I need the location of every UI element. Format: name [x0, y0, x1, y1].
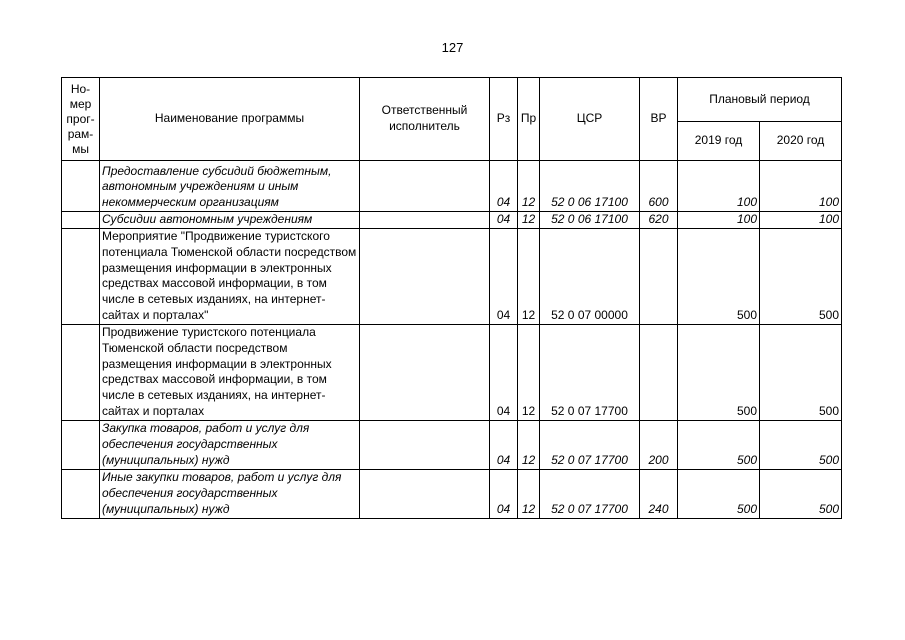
header-year-2020: 2020 год [760, 122, 842, 161]
cell-responsible [360, 161, 490, 212]
cell-responsible [360, 229, 490, 325]
cell-pr: 12 [518, 420, 540, 469]
cell-program-number [62, 324, 100, 420]
cell-csr: 52 0 07 17700 [540, 420, 640, 469]
table-row [62, 469, 842, 518]
cell-csr: 52 0 06 17100 [540, 161, 640, 212]
cell-vr: 600 [640, 161, 678, 212]
header-program-number-label: Но- мер прог- рам- мы [66, 81, 95, 156]
cell-pr: 12 [518, 212, 540, 229]
table-row [62, 420, 842, 469]
cell-2019: 500 [678, 324, 760, 420]
cell-csr: 52 0 07 00000 [540, 229, 640, 325]
cell-rz: 04 [490, 469, 518, 518]
cell-rz: 04 [490, 324, 518, 420]
cell-program-number [62, 229, 100, 325]
page-number: 127 [441, 40, 464, 55]
cell-vr: 620 [640, 212, 678, 229]
cell-2019: 500 [678, 469, 760, 518]
cell-pr: 12 [518, 324, 540, 420]
cell-2019: 100 [678, 161, 760, 212]
cell-rz: 04 [490, 229, 518, 325]
cell-vr [640, 324, 678, 420]
table-row [62, 161, 842, 212]
cell-pr: 12 [518, 469, 540, 518]
cell-responsible [360, 324, 490, 420]
cell-csr: 52 0 07 17700 [540, 469, 640, 518]
cell-program-name: Предоставление субсидий бюджетным, автономным учреждениям и иным некоммерческим организациям [100, 161, 360, 212]
cell-vr: 240 [640, 469, 678, 518]
cell-2020: 100 [760, 212, 842, 229]
cell-pr: 12 [518, 229, 540, 325]
cell-program-name: Продвижение туристского потенциала Тюменской области посредством размещения информации в электронных средствах массовой информации, в том числе в сетевых изданиях, на интернет-сайтах и порталах [100, 324, 360, 420]
table-header [62, 78, 842, 161]
cell-responsible [360, 469, 490, 518]
cell-program-number [62, 212, 100, 229]
cell-2020: 500 [760, 469, 842, 518]
cell-rz: 04 [490, 212, 518, 229]
header-program-name: Наименование программы [100, 78, 360, 161]
header-rz: Рз [490, 78, 518, 161]
header-program-number [62, 78, 100, 161]
cell-program-name: Субсидии автономным учреждениям [100, 212, 360, 229]
cell-2020: 500 [760, 420, 842, 469]
cell-responsible [360, 420, 490, 469]
cell-program-number [62, 161, 100, 212]
cell-rz: 04 [490, 420, 518, 469]
cell-csr: 52 0 07 17700 [540, 324, 640, 420]
header-csr: ЦСР [540, 78, 640, 161]
table-row [62, 229, 842, 325]
cell-vr: 200 [640, 420, 678, 469]
header-responsible: Ответственный исполнитель [360, 78, 490, 161]
cell-vr [640, 229, 678, 325]
cell-csr: 52 0 06 17100 [540, 212, 640, 229]
cell-2020: 500 [760, 229, 842, 325]
header-planned-period: Плановый период [678, 78, 842, 122]
cell-program-number [62, 469, 100, 518]
cell-2019: 500 [678, 229, 760, 325]
cell-rz: 04 [490, 161, 518, 212]
cell-pr: 12 [518, 161, 540, 212]
table-row [62, 324, 842, 420]
header-year-2019: 2019 год [678, 122, 760, 161]
cell-program-name: Закупка товаров, работ и услуг для обеспечения государственных (муниципальных) нужд [100, 420, 360, 469]
cell-2020: 100 [760, 161, 842, 212]
cell-program-name: Иные закупки товаров, работ и услуг для обеспечения государственных (муниципальных) нужд [100, 469, 360, 518]
cell-program-number [62, 420, 100, 469]
header-pr: Пр [518, 78, 540, 161]
table-row [62, 212, 842, 229]
cell-2019: 100 [678, 212, 760, 229]
header-vr: ВР [640, 78, 678, 161]
cell-2019: 500 [678, 420, 760, 469]
cell-2020: 500 [760, 324, 842, 420]
budget-table [61, 77, 842, 519]
cell-program-name: Мероприятие "Продвижение туристского потенциала Тюменской области посредством размещения информации в электронных средствах массовой информации, в том числе в сетевых изданиях, на интернет-сайтах и порталах" [100, 229, 360, 325]
cell-responsible [360, 212, 490, 229]
table-body [62, 161, 842, 519]
